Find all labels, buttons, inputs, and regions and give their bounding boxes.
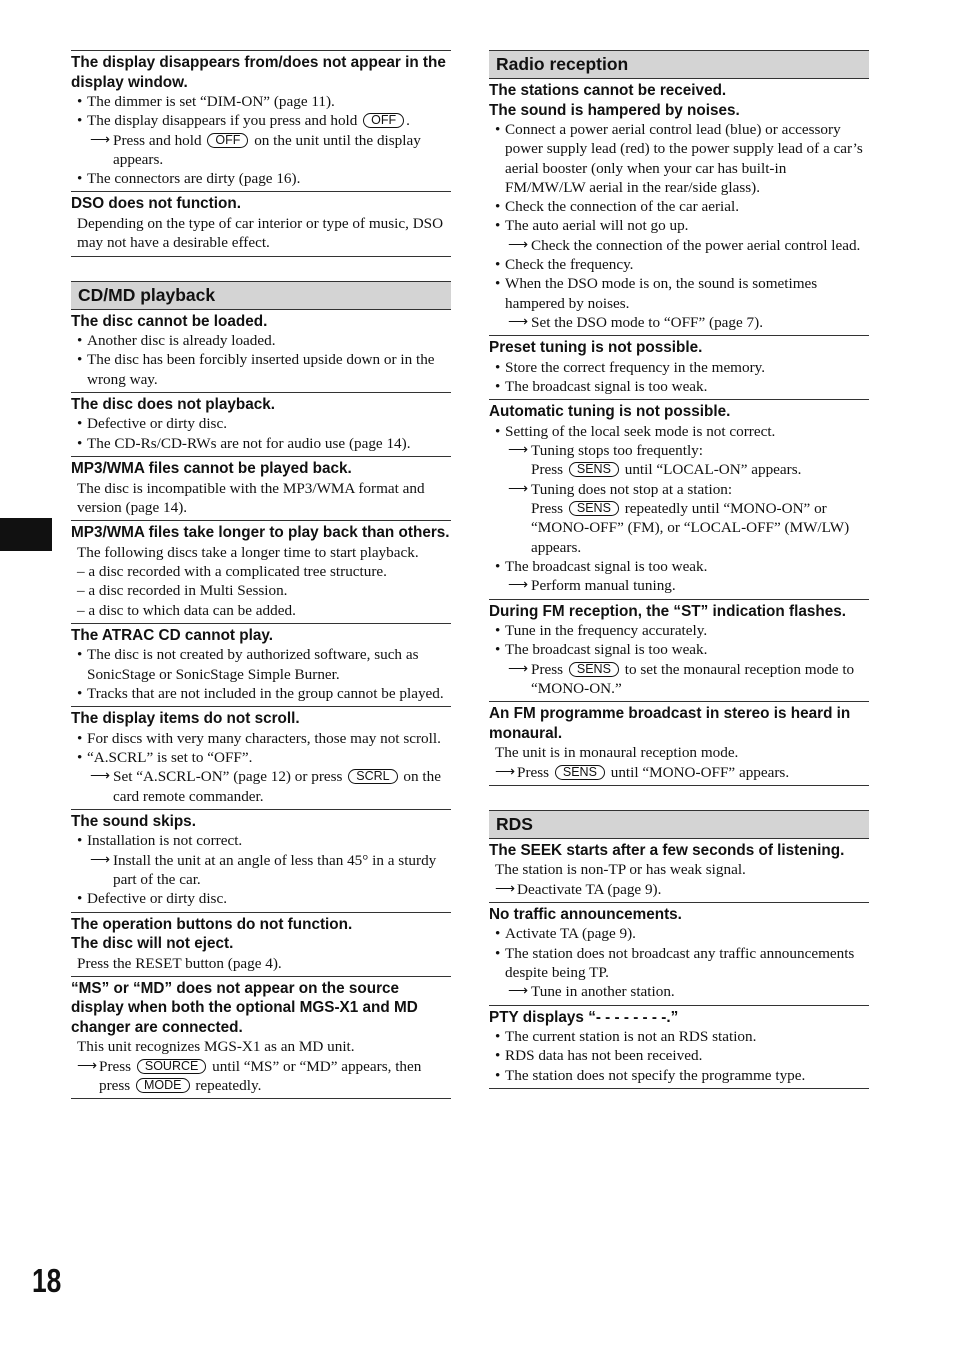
mode-button-key: MODE: [136, 1078, 190, 1093]
topic-title: The operation buttons do not function.: [71, 915, 353, 933]
topic-fm-stereo: [489, 701, 869, 786]
topic-st-flash: [489, 599, 869, 702]
left-column: [71, 50, 451, 1099]
topic-ms-md: [71, 976, 451, 1099]
topic-skips: [71, 809, 451, 912]
cause-item: • The auto aerial will not go up.: [489, 216, 869, 235]
cause-item: • The disc is not created by authorized software, such as SonicStage or SonicStage Simple Burner.: [71, 645, 451, 684]
cause-item: • Activate TA (page 9).: [489, 924, 869, 943]
topic-title: During FM reception, the “ST” indication flashes.: [489, 602, 846, 620]
right-column: [489, 50, 869, 1089]
topic-seek: [489, 839, 869, 902]
topic-text: Press the RESET button (page 4).: [77, 954, 282, 972]
cause-item: • Defective or dirty disc.: [71, 889, 451, 908]
cause-item: • Check the connection of the car aerial.: [489, 197, 869, 216]
topic-mp3-longer: [71, 520, 451, 623]
topic-title: The stations cannot be received.: [489, 82, 727, 99]
topic-text: The disc is incompatible with the MP3/WMA format and version (page 14).: [77, 479, 425, 516]
topic-title: The disc will not eject.: [71, 935, 234, 953]
topic-pty: [489, 1005, 869, 1089]
cause-item: • RDS data has not been received.: [489, 1046, 869, 1065]
topic-display-disappears: [71, 50, 451, 191]
remedy-item: ⟶ Tuning does not stop at a station: Press SENS repeatedly until “MONO-ON” or “MONO-OFF” (FM), or “LOCAL-OFF” (MW/LW) appears.: [508, 480, 850, 556]
topic-title: PTY displays “- - - - - - - -.”: [489, 1008, 679, 1026]
remedy-item: ⟶ Check the connection of the power aerial control lead.: [508, 236, 861, 254]
arrow-right-icon: ⟶: [508, 578, 529, 594]
topic-text: The station is non-TP or has weak signal.: [495, 861, 746, 879]
section-title-cdmd: CD/MD playback: [71, 281, 451, 310]
topic-title: The disc does not playback.: [71, 395, 276, 413]
topic-auto-tuning: [489, 399, 869, 598]
arrow-right-icon: ⟶: [508, 443, 529, 459]
topic-title: Preset tuning is not possible.: [489, 339, 703, 357]
arrow-right-icon: ⟶: [90, 769, 111, 785]
remedy-item: ⟶ Tuning stops too frequently: Press SENS until “LOCAL-ON” appears.: [508, 442, 802, 479]
arrow-right-icon: ⟶: [508, 481, 529, 497]
sens-button-key: SENS: [569, 462, 619, 477]
section-tab-marker: [0, 518, 52, 551]
cause-item: • The connectors are dirty (page 16).: [71, 169, 451, 188]
topic-traffic: [489, 902, 869, 1005]
remedy-item: ⟶ Press SENS until “MONO-OFF” appears.: [495, 763, 790, 781]
topic-title: DSO does not function.: [71, 195, 241, 213]
topic-disc-play: [71, 392, 451, 456]
remedy-item: ⟶ Set “A.SCRL-ON” (page 12) or press SCRL on the card remote commander.: [90, 768, 441, 805]
dash-item: – a disc to which data can be added.: [77, 601, 296, 619]
topic-title: MP3/WMA files cannot be played back.: [71, 460, 352, 478]
topic-scroll: [71, 706, 451, 809]
topic-atrac: [71, 623, 451, 706]
sens-button-key: SENS: [569, 662, 619, 677]
topic-title: The sound is hampered by noises.: [489, 101, 740, 119]
cause-item: • The broadcast signal is too weak.: [489, 377, 869, 396]
dash-item: – a disc recorded in Multi Session.: [77, 582, 288, 600]
topic-dso: [71, 191, 451, 256]
topic-title: The disc cannot be loaded.: [71, 312, 268, 330]
remedy-item: ⟶ Press and hold OFF on the unit until the display appears.: [90, 131, 421, 168]
section-title-rds: RDS: [489, 810, 869, 839]
cause-item: • Setting of the local seek mode is not correct.: [489, 422, 869, 441]
cause-item: • The station does not specify the programme type.: [489, 1066, 869, 1085]
remedy-item: ⟶ Install the unit at an angle of less than 45° in a sturdy part of the car.: [90, 851, 437, 889]
topic-text: The following discs take a longer time to start playback.: [77, 543, 419, 561]
topic-title: “MS” or “MD” does not appear on the source display when both the optional MGS-X1 and MD changer are connected.: [71, 979, 418, 1036]
topic-mp3-cannot: [71, 456, 451, 520]
cause-item: • The CD-Rs/CD-RWs are not for audio use (page 14).: [71, 434, 451, 453]
dash-item: – a disc recorded with a complicated tree structure.: [77, 562, 387, 580]
topic-text: This unit recognizes MGS-X1 as an MD unit.: [77, 1038, 355, 1056]
arrow-right-icon: ⟶: [508, 661, 529, 677]
arrow-right-icon: ⟶: [508, 984, 529, 1000]
topic-title: The sound skips.: [71, 812, 196, 830]
topic-title: The display disappears from/does not appear in the display window.: [71, 54, 446, 91]
topic-text: Depending on the type of car interior or type of music, DSO may not have a desirable effect.: [77, 214, 444, 252]
remedy-item: ⟶ Press SOURCE until “MS” or “MD” appears, then press MODE repeatedly.: [77, 1057, 422, 1094]
arrow-right-icon: ⟶: [90, 132, 111, 148]
cause-item: • Tracks that are not included in the group cannot be played.: [71, 684, 451, 703]
cause-item: • “A.SCRL” is set to “OFF”.: [71, 748, 451, 767]
cause-item: • For discs with very many characters, those may not scroll.: [71, 729, 451, 748]
cause-item: • The current station is not an RDS station.: [489, 1027, 869, 1046]
scrl-button-key: SCRL: [348, 769, 397, 784]
section-title-radio: Radio reception: [489, 50, 869, 79]
cause-item: • Connect a power aerial control lead (blue) or accessory power supply lead (red) to the power supply lead of a car’s aerial booster (only when your car has built-in FM/MW/LW aerial in the rear/side glass).: [489, 120, 869, 197]
topic-title: The display items do not scroll.: [71, 710, 300, 728]
cause-item: • The dimmer is set “DIM-ON” (page 11).: [71, 92, 451, 111]
arrow-right-icon: ⟶: [508, 314, 529, 330]
cause-item: • The station does not broadcast any traffic announcements despite being TP.: [489, 944, 869, 983]
arrow-right-icon: ⟶: [495, 764, 516, 780]
page-number: 18: [32, 1262, 62, 1299]
remedy-item: ⟶ Press SENS to set the monaural reception mode to “MONO-ON.”: [508, 660, 855, 697]
cause-item: • When the DSO mode is on, the sound is sometimes hampered by noises.: [489, 274, 869, 313]
cause-item: • Check the frequency.: [489, 255, 869, 274]
remedy-item: ⟶ Set the DSO mode to “OFF” (page 7).: [508, 313, 763, 331]
topic-title: An FM programme broadcast in stereo is heard in monaural.: [489, 705, 851, 742]
remedy-item: ⟶ Perform manual tuning.: [508, 577, 676, 595]
cause-item: • The broadcast signal is too weak.: [489, 557, 869, 576]
topic-stations: [489, 79, 869, 335]
arrow-right-icon: ⟶: [495, 881, 516, 897]
cause-item: • Store the correct frequency in the memory.: [489, 358, 869, 377]
topic-buttons: [71, 912, 451, 976]
topic-title: No traffic announcements.: [489, 905, 682, 923]
off-button-key: OFF: [207, 133, 248, 148]
arrow-right-icon: ⟶: [508, 237, 529, 253]
cause-item: • The display disappears if you press and hold OFF .: [71, 111, 451, 130]
arrow-right-icon: ⟶: [90, 852, 111, 868]
source-button-key: SOURCE: [137, 1059, 206, 1074]
arrow-right-icon: ⟶: [77, 1058, 98, 1074]
topic-title: The ATRAC CD cannot play.: [71, 626, 273, 644]
cause-item: • The broadcast signal is too weak.: [489, 640, 869, 659]
off-button-key: OFF: [363, 113, 404, 128]
topic-text: The unit is in monaural reception mode.: [495, 744, 739, 762]
topic-title: Automatic tuning is not possible.: [489, 403, 731, 421]
cause-item: • Installation is not correct.: [71, 831, 451, 850]
remedy-item: ⟶ Tune in another station.: [508, 983, 675, 1001]
sens-button-key: SENS: [555, 765, 605, 780]
remedy-item: ⟶ Deactivate TA (page 9).: [495, 880, 662, 898]
topic-title: The SEEK starts after a few seconds of listening.: [489, 841, 845, 859]
sens-button-key: SENS: [569, 501, 619, 516]
cause-item: • Another disc is already loaded.: [71, 331, 451, 350]
cause-item: • Tune in the frequency accurately.: [489, 621, 869, 640]
topic-title: MP3/WMA files take longer to play back than others.: [71, 524, 450, 542]
cause-item: • Defective or dirty disc.: [71, 414, 451, 433]
topic-disc-load: [71, 310, 451, 392]
topic-preset: [489, 335, 869, 399]
cause-item: • The disc has been forcibly inserted upside down or in the wrong way.: [71, 350, 451, 389]
